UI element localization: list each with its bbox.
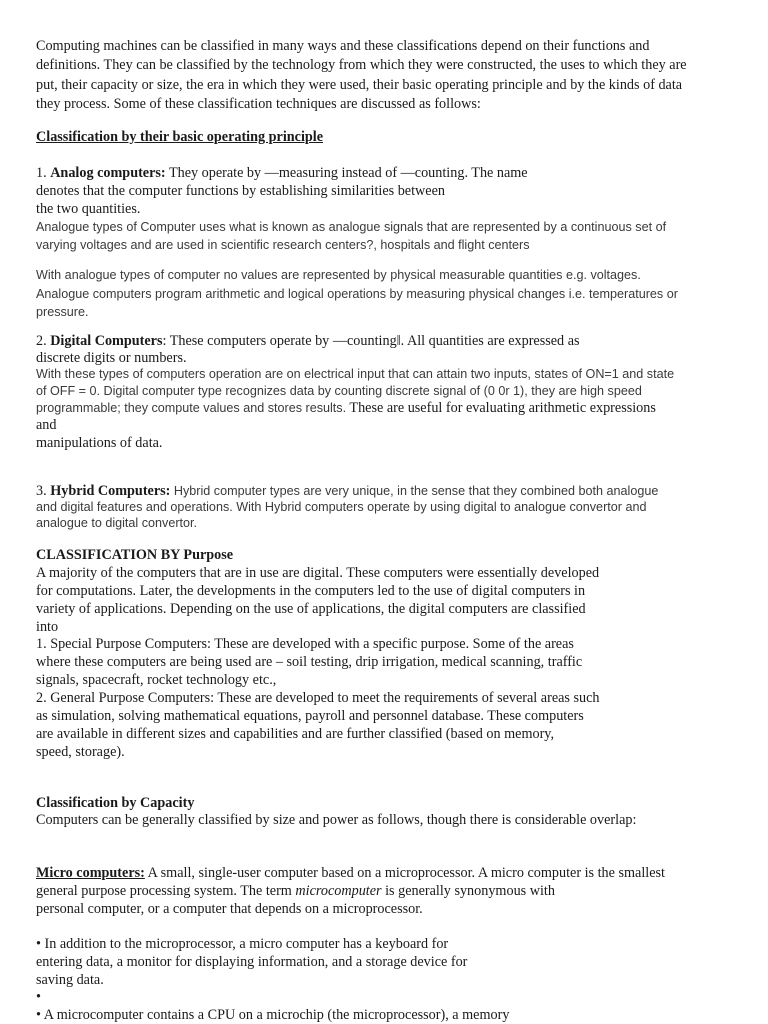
purpose-line: are available in different sizes and capabilities and are further classified (based on memory, <box>36 726 555 742</box>
hybrid-title: Hybrid Computers: <box>50 483 171 499</box>
purpose-line: into <box>36 619 59 635</box>
analog-number: 1. <box>36 165 51 181</box>
purpose-line: 1. Special Purpose Computers: These are developed with a specific purpose. Some of the areas <box>36 636 574 652</box>
heading-operating-principle: Classification by their basic operating principle <box>36 129 324 145</box>
digital-line: and <box>36 417 57 433</box>
heading-capacity: Classification by Capacity <box>36 795 195 811</box>
digital-detail-line: of OFF = 0. Digital computer type recognizes data by counting discrete signal of (0 0r 1), they are high speed <box>36 384 642 398</box>
micro-line-text: general purpose processing system. The term <box>36 883 296 899</box>
digital-number: 2. <box>36 333 51 349</box>
analog-line: the two quantities. <box>36 201 141 217</box>
analog-detail-line: With analogue types of computer no values are represented by physical measurable quantities e.g. voltages. <box>36 268 641 282</box>
purpose-line: for computations. Later, the developments in the computers led to the use of digital computers in <box>36 583 586 599</box>
micro-line-text: is generally synonymous with <box>381 883 555 899</box>
capacity-line: Computers can be generally classified by size and power as follows, though there is considerable overlap: <box>36 812 637 828</box>
purpose-line: as simulation, solving mathematical equations, payroll and personnel database. These computers <box>36 708 584 724</box>
heading-purpose: CLASSIFICATION BY Purpose <box>36 547 234 563</box>
analog-detail-line: Analogue computers program arithmetic and logical operations by measuring physical changes i.e. temperatures or <box>36 287 678 301</box>
intro-line: put, their capacity or size, the era in which they were used, their basic operating principle and by the kinds of data <box>36 77 683 93</box>
hybrid-line: analogue to digital convertor. <box>36 516 198 530</box>
micro-title: Micro computers: <box>36 865 145 881</box>
hybrid-number: 3. <box>36 483 51 499</box>
hybrid-line: and digital features and operations. With Hybrid computers operate by using digital to analogue convertor and <box>36 500 647 514</box>
digital-title: Digital Computers <box>50 333 163 349</box>
purpose-line: 2. General Purpose Computers: These are developed to meet the requirements of several areas such <box>36 690 600 706</box>
analog-line: denotes that the computer functions by establishing similarities between <box>36 183 445 199</box>
micro-line <box>36 882 555 900</box>
digital-paragraph <box>36 332 580 350</box>
purpose-line: A majority of the computers that are in use are digital. These computers were essentially developed <box>36 565 600 581</box>
analog-detail-line: pressure. <box>36 305 89 319</box>
bullet-line: • <box>36 989 41 1005</box>
analog-detail-line: Analogue types of Computer uses what is known as analogue signals that are represented by a continuous set of <box>36 220 667 234</box>
analog-detail-line: varying voltages and are used in scientific research centers?, hospitals and flight centers <box>36 238 530 252</box>
bullet-line: entering data, a monitor for displaying information, and a storage device for <box>36 954 468 970</box>
hybrid-paragraph <box>36 482 658 500</box>
digital-useful-text: These are useful for evaluating arithmetic expressions <box>346 400 656 416</box>
purpose-line: variety of applications. Depending on the use of applications, the digital computers are classified <box>36 601 586 617</box>
analog-paragraph <box>36 164 528 182</box>
digital-mixed-line <box>36 399 656 417</box>
analog-text: They operate by —measuring instead of —counting. The name <box>165 165 528 181</box>
digital-line: manipulations of data. <box>36 435 163 451</box>
micro-text: A small, single-user computer based on a microprocessor. A micro computer is the smallest <box>144 865 665 881</box>
digital-line: discrete digits or numbers. <box>36 350 187 366</box>
purpose-line: signals, spacecraft, rocket technology etc., <box>36 672 277 688</box>
intro-line: they process. Some of these classification techniques are discussed as follows: <box>36 96 481 112</box>
micro-paragraph <box>36 864 665 882</box>
intro-line: definitions. They can be classified by the technology from which they were constructed, the uses to which they are <box>36 57 687 73</box>
analog-title: Analog computers: <box>50 165 166 181</box>
purpose-line: where these computers are being used are – soil testing, drip irrigation, medical scanning, traffic <box>36 654 583 670</box>
hybrid-text: Hybrid computer types are very unique, in the sense that they combined both analogue <box>170 484 659 498</box>
micro-term: microcomputer <box>295 883 382 899</box>
micro-line: personal computer, or a computer that depends on a microprocessor. <box>36 901 423 917</box>
intro-line: Computing machines can be classified in many ways and these classifications depend on their functions and <box>36 38 650 54</box>
digital-detail-text: programmable; they compute values and stores results. <box>36 401 347 415</box>
bullet-line: saving data. <box>36 972 104 988</box>
digital-detail-line: With these types of computers operation are on electrical input that can attain two inputs, states of ON=1 and state <box>36 367 675 381</box>
purpose-line: speed, storage). <box>36 744 125 760</box>
bullet-line: • In addition to the microprocessor, a micro computer has a keyboard for <box>36 936 449 952</box>
bullet-line: • A microcomputer contains a CPU on a microchip (the microprocessor), a memory <box>36 1007 510 1023</box>
digital-text: : These computers operate by —counting‖. All quantities are expressed as <box>162 333 580 349</box>
